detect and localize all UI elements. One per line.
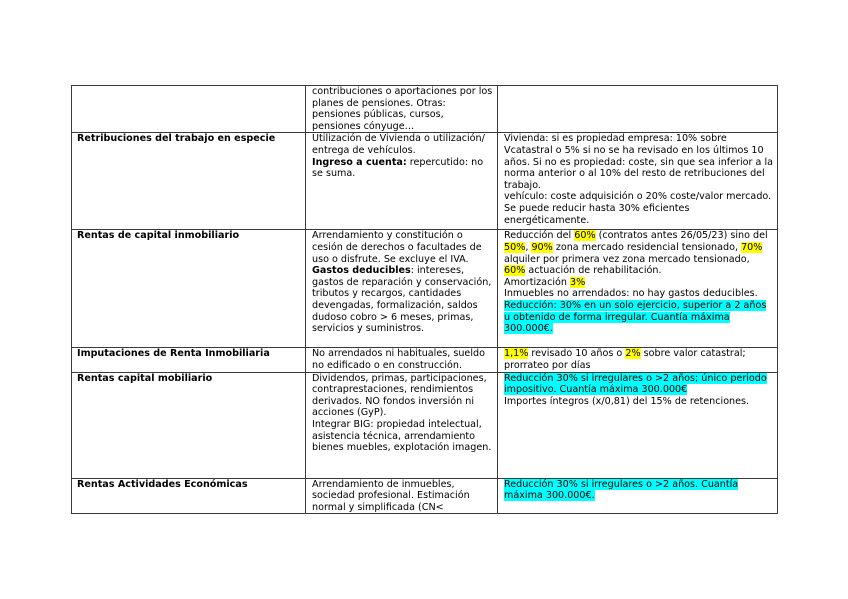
- highlight-cyan: Reducción: 30% en un solo ejercicio, superior a 2 años u obtenido de forma irregular. Cuantía máxima 300.000€.: [504, 299, 767, 335]
- bold-label: Ingreso a cuenta:: [312, 156, 407, 168]
- highlight-yellow: 90%: [531, 241, 553, 253]
- row-description: Arrendamiento de inmuebles, sociedad profesional. Estimación normal y simplificada (CN<: [306, 478, 498, 514]
- notes-text: sobre valor catastral; prorrateo por días: [504, 348, 746, 371]
- row-notes: [498, 230, 778, 348]
- row-header: Rentas Actividades Económicas: [72, 478, 306, 514]
- row-header: Retribuciones del trabajo en especie: [72, 133, 306, 230]
- highlight-yellow: 70%: [741, 241, 763, 253]
- notes-text: revisado 10 años o: [528, 348, 626, 360]
- row-header: Rentas de capital inmobiliario: [72, 230, 306, 348]
- notes-text: [504, 230, 773, 276]
- table-row: [72, 372, 778, 478]
- row-notes: [498, 348, 778, 372]
- description-text: repercutido: no se suma.: [312, 156, 484, 180]
- highlight-yellow: 60%: [574, 230, 596, 242]
- row-header: [72, 86, 306, 133]
- tax-table: [71, 85, 778, 514]
- row-description: [306, 133, 498, 230]
- notes-text: Reducción del: [504, 230, 575, 242]
- row-notes: [498, 478, 778, 514]
- row-header: Rentas capital mobiliario: [72, 372, 306, 478]
- description-text: [312, 157, 493, 180]
- row-notes: [498, 86, 778, 133]
- highlight-yellow: 1,1%: [504, 348, 529, 360]
- row-description: [306, 372, 498, 478]
- table-row: [72, 348, 778, 372]
- table-row: [72, 478, 778, 514]
- notes-text: [504, 479, 773, 502]
- notes-text: actuación de rehabilitación.: [525, 265, 662, 277]
- description-text: Arrendamiento y constitución o cesión de derechos o facultades de uso o disfrute. Se excluye el IVA.: [312, 230, 482, 265]
- table-row: [72, 86, 778, 133]
- notes-text: Importes íntegros (x/0,81) del 15% de retenciones.: [504, 395, 750, 407]
- highlight-cyan: Reducción 30% si irregulares o >2 años. Cuantía máxima 300.000€.: [504, 478, 739, 502]
- notes-text: [504, 277, 773, 289]
- row-description: No arrendados ni habituales, sueldo no edificado o en construcción.: [306, 348, 498, 372]
- highlight-yellow: 2%: [625, 348, 641, 360]
- row-description: [306, 230, 498, 348]
- description-text: Integrar BIG: propiedad intelectual, asistencia técnica, arrendamiento bienes muebles, explotación imagen.: [312, 418, 492, 454]
- highlight-yellow: 50%: [504, 241, 526, 253]
- notes-text: Inmuebles no arrendados: no hay gastos deducibles.: [504, 288, 758, 300]
- notes-text: [504, 373, 773, 396]
- row-notes: [498, 372, 778, 478]
- description-text: Dividendos, primas, participaciones, contraprestaciones, rendimientos derivados. NO fondos inversión ni acciones (GyP).: [312, 372, 487, 419]
- highlight-cyan: Reducción 30% si irregulares o >2 años; único periodo impositivo. Cuantía máxima 300.000€: [504, 372, 767, 396]
- notes-text: (contratos antes 26/05/23) sino del: [595, 230, 768, 242]
- description-text: [312, 265, 493, 335]
- description-text: Utilización de Vivienda o utilización/ entrega de vehículos.: [312, 133, 485, 156]
- notes-text: [504, 348, 773, 371]
- notes-text: vehículo: coste adquisición o 20% coste/valor mercado. Se puede reducir hasta 30% eficientes energéticamente.: [504, 191, 772, 226]
- description-text: : intereses, gastos de reparación y conservación, tributos y recargos, cantidades devengadas, formalización, saldos dudoso cobro > 6 meses, primas, servicios y suministros.: [312, 265, 492, 335]
- row-description: contribuciones o aportaciones por los planes de pensiones. Otras: pensiones públicas, cursos, pensiones cónyuge…: [306, 86, 498, 133]
- notes-text: ,: [525, 241, 532, 253]
- notes-text: Vivienda: si es propiedad empresa: 10% sobre Vcatastral o 5% si no se ha revisado en los últimos 10 años. Si no es propiedad: coste, sin que sea inferior a la norma anterior o al 10% del resto de retribuciones del trabajo.: [504, 133, 773, 191]
- row-notes: [498, 133, 778, 230]
- notes-text: alquiler por primera vez zona mercado tensionado,: [504, 253, 750, 265]
- table-row: [72, 133, 778, 230]
- notes-text: zona mercado residencial tensionado,: [552, 241, 742, 253]
- bold-label: Gastos deducibles: [312, 265, 411, 277]
- highlight-yellow: 3%: [570, 276, 586, 288]
- table-row: [72, 230, 778, 348]
- row-header: Imputaciones de Renta Inmobiliaria: [72, 348, 306, 372]
- notes-text: [504, 300, 773, 335]
- notes-text: Amortización: [504, 276, 571, 288]
- highlight-yellow: 60%: [504, 265, 526, 277]
